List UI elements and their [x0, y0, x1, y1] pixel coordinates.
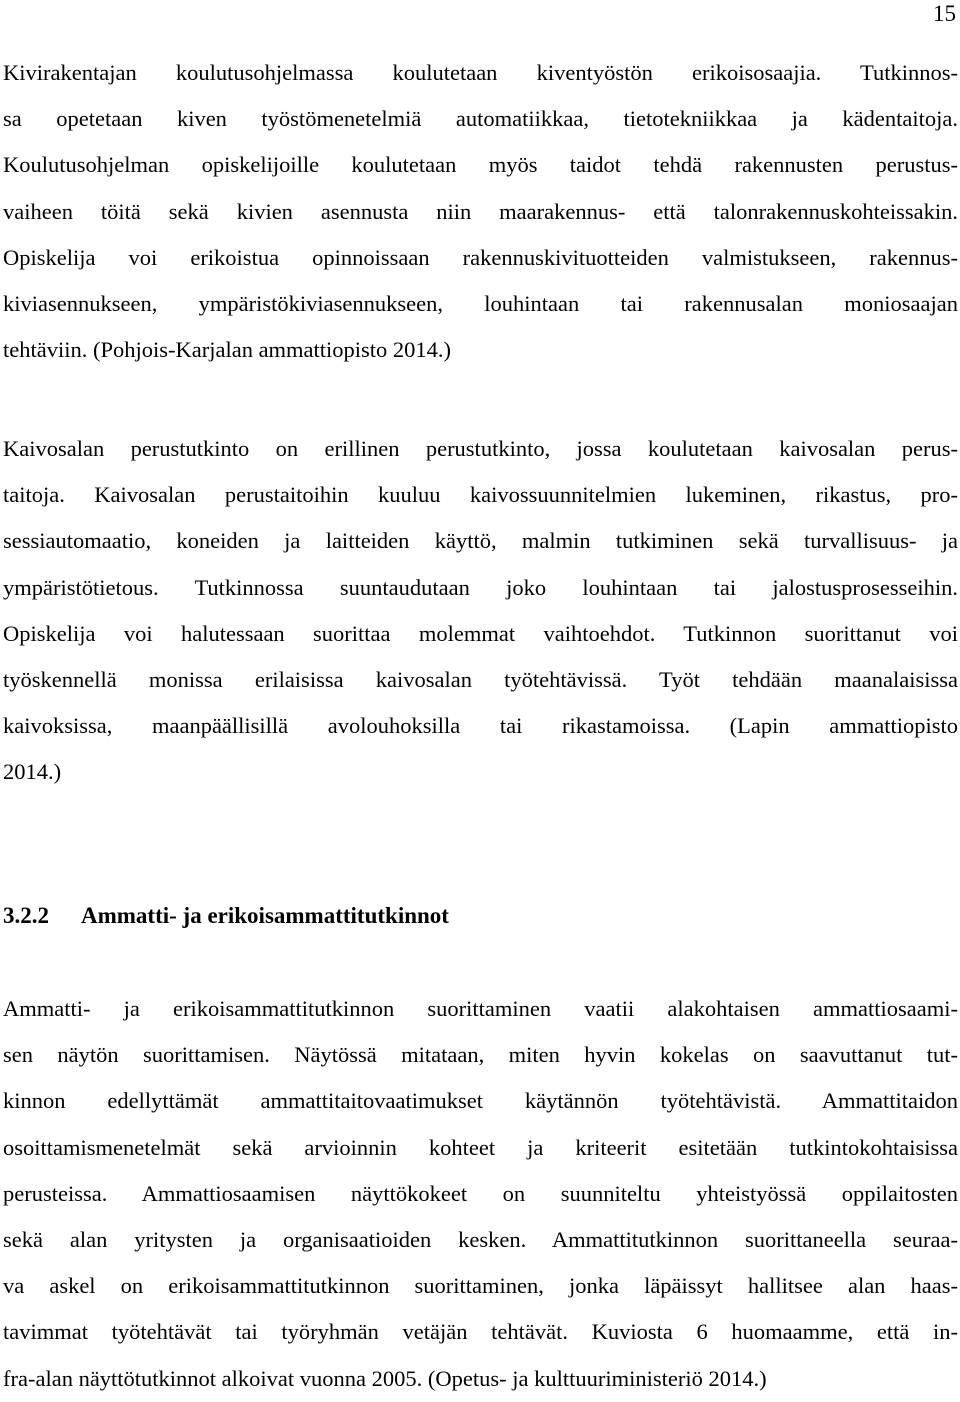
section-heading: [3, 893, 449, 939]
text-line: taitoja. Kaivosalan perustaitoihin kuuluu kaivossuunnitelmien lukeminen, rikastus, pro-: [3, 482, 958, 508]
text-line: kinnon edellyttämät ammattitaitovaatimukset käytännön työtehtävistä. Ammattitaidon: [3, 1088, 958, 1114]
text-line: sessiautomaatio, koneiden ja laitteiden käyttö, malmin tutkiminen sekä turvallisuus- ja: [3, 528, 958, 554]
text-line: tehtäviin. (Pohjois-Karjalan ammattiopisto 2014.): [3, 337, 452, 363]
section-number: 3.2.2: [3, 903, 49, 928]
text-line: Kivirakentajan koulutusohjelmassa koulutetaan kiventyöstön erikoisosaajia. Tutkinnos-: [3, 60, 958, 85]
text-line: Ammatti- ja erikoisammattitutkinnon suorittaminen vaatii alakohtaisen ammattiosaami-: [3, 996, 958, 1021]
text-line: perusteissa. Ammattiosaamisen näyttökokeet on suunniteltu yhteistyössä oppilaitosten: [3, 1180, 958, 1206]
section-title: Ammatti- ja erikoisammattitutkinnot: [81, 903, 449, 928]
text-line: Opiskelija voi halutessaan suorittaa molemmat vaihtoehdot. Tutkinnon suorittanut voi: [3, 620, 958, 646]
text-line: Koulutusohjelman opiskelijoille koulutetaan myös taidot tehdä rakennusten perustus-: [3, 152, 958, 178]
text-line: vaiheen töitä sekä kivien asennusta niin maarakennus- että talonrakennuskohteissakin.: [3, 198, 958, 224]
text-line: sekä alan yritysten ja organisaatioiden kesken. Ammattitutkinnon suorittaneella seuraa-: [3, 1226, 958, 1252]
text-line: kaivoksissa, maanpäällisillä avolouhoksilla tai rikastamoissa. (Lapin ammattiopisto: [3, 713, 958, 739]
paragraph-kivirakentaja: [3, 50, 958, 373]
text-line: sen näytön suorittamisen. Näytössä mitataan, miten hyvin kokelas on saavuttanut tut-: [3, 1042, 958, 1068]
text-line: 2014.): [3, 759, 62, 785]
page-number: 15: [933, 1, 956, 26]
text-line: osoittamismenetelmät sekä arvioinnin kohteet ja kriteerit esitetään tutkintokohtaisissa: [3, 1134, 958, 1160]
text-line: va askel on erikoisammattitutkinnon suorittaminen, jonka läpäissyt hallitsee alan haas-: [3, 1273, 958, 1299]
text-line: tavimmat työtehtävät tai työryhmän vetäjän tehtävät. Kuviosta 6 huomaamme, että in-: [3, 1319, 958, 1345]
paragraph-ammattitutkinnot: [3, 986, 958, 1402]
text-line: Kaivosalan perustutkinto on erillinen perustutkinto, jossa koulutetaan kaivosalan perus-: [3, 436, 958, 461]
text-line: ympäristötietous. Tutkinnossa suuntaudutaan joko louhintaan tai jalostusprosesseihin.: [3, 574, 958, 600]
text-line: sa opetetaan kiven työstömenetelmiä automatiikkaa, tietotekniikkaa ja kädentaitoja.: [3, 106, 958, 132]
text-line: kiviasennukseen, ympäristökiviasennukseen, louhintaan tai rakennusalan moniosaajan: [3, 290, 958, 316]
text-line: Opiskelija voi erikoistua opinnoissaan rakennuskivituotteiden valmistukseen, rakennus-: [3, 244, 958, 270]
paragraph-kaivosala: [3, 426, 958, 796]
text-line: työskennellä monissa erilaisissa kaivosalan työtehtävissä. Työt tehdään maanalaisissa: [3, 666, 958, 692]
text-line: fra-alan näyttötutkinnot alkoivat vuonna 2005. (Opetus- ja kulttuuriministeriö 2014.): [3, 1365, 767, 1391]
